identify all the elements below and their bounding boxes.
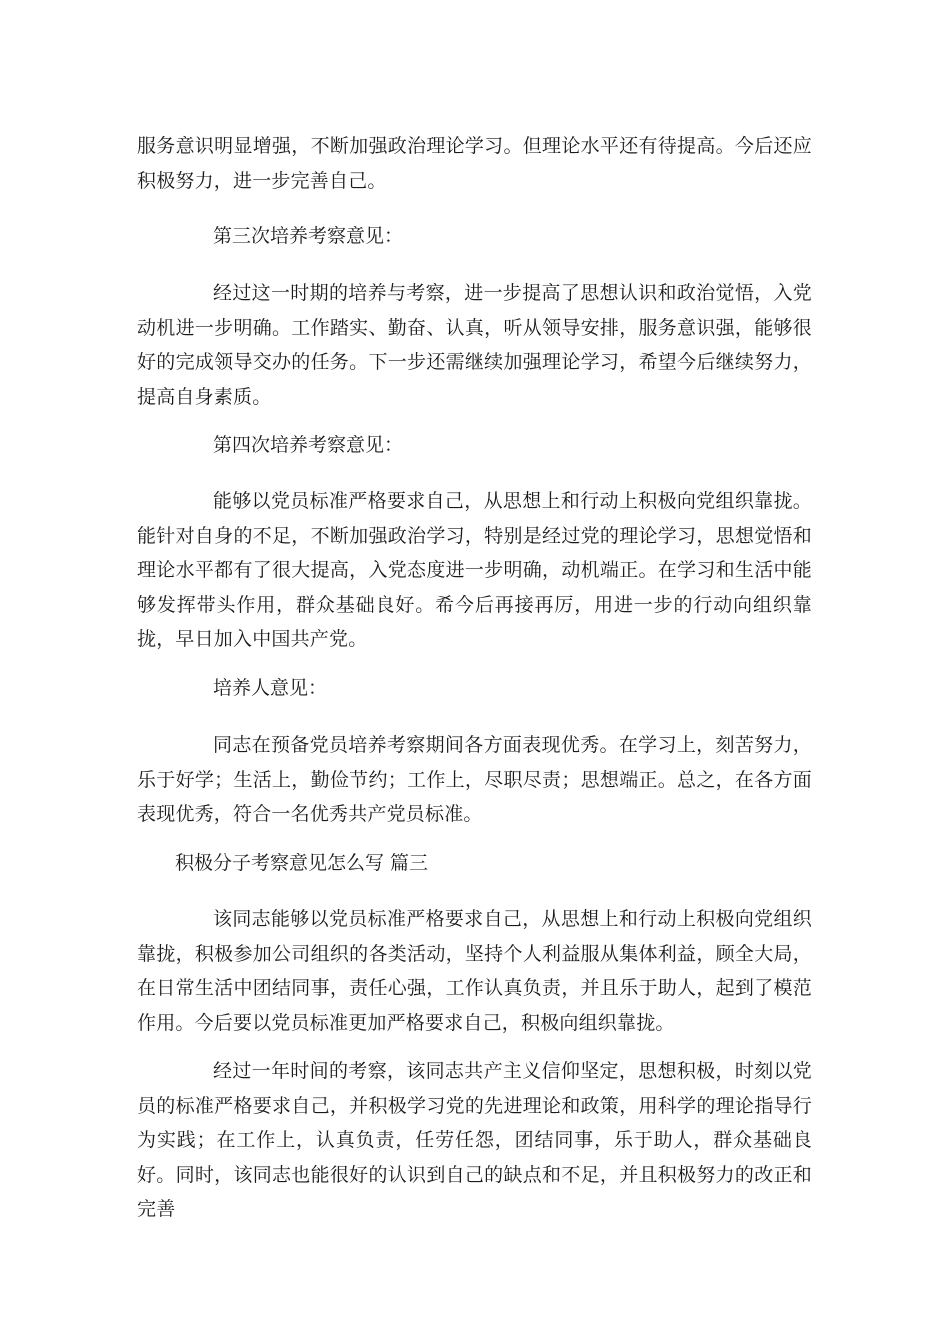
paragraph-section-2: 经过一年时间的考察，该同志共产主义信仰坚定，思想积极，时刻以党员的标准严格要求自己，并积极学习党的先进理论和政策，用科学的理论指导行为实践；在工作上，认真负责，任劳任怨，团结同事，乐于助人，群众基础良好。同时，该同志也能很好的认识到自己的缺点和不足，并且积极努力的改正和完善 xyxy=(137,1060,812,1220)
paragraph-trainer-opinion: 同志在预备党员培养考察期间各方面表现优秀。在学习上，刻苦努力，乐于好学；生活上，勤俭节约；工作上，尽职尽责；思想端正。总之，在各方面表现优秀，符合一名优秀共产党员标准。 xyxy=(137,734,812,825)
paragraph-third-review: 经过这一时期的培养与考察，进一步提高了思想认识和政治觉悟，入党动机进一步明确。工作踏实、勤奋、认真，听从领导安排，服务意识强，能够很好的完成领导交办的任务。下一步还需继续加强理论学习，希望今后继续努力，提高自身素质。 xyxy=(137,282,812,408)
paragraph-continued: 服务意识明显增强，不断加强政治理论学习。但理论水平还有待提高。今后还应积极努力，进一步完善自己。 xyxy=(137,135,812,192)
heading-third-review: 第三次培养考察意见： xyxy=(213,225,404,247)
paragraph-fourth-review: 能够以党员标准严格要求自己，从思想上和行动上积极向党组织靠拢。能针对自身的不足，不断加强政治学习，特别是经过党的理论学习，思想觉悟和理论水平都有了很大提高，入党态度进一步明确，动机端正。在学习和生活中能够发挥带头作用，群众基础良好。希今后再接再厉，用进一步的行动向组织靠拢，早日加入中国共产党。 xyxy=(137,490,812,650)
heading-trainer-opinion: 培养人意见： xyxy=(213,677,328,699)
heading-fourth-review: 第四次培养考察意见： xyxy=(213,434,404,456)
section-title: 积极分子考察意见怎么写 篇三 xyxy=(175,852,429,874)
paragraph-section-1: 该同志能够以党员标准严格要求自己，从思想上和行动上积极向党组织靠拢，积极参加公司组织的各类活动，坚持个人利益服从集体利益，顾全大局，在日常生活中团结同事，责任心强，工作认真负责，并且乐于助人，起到了模范作用。今后要以党员标准更加严格要求自己，积极向组织靠拢。 xyxy=(137,908,812,1034)
